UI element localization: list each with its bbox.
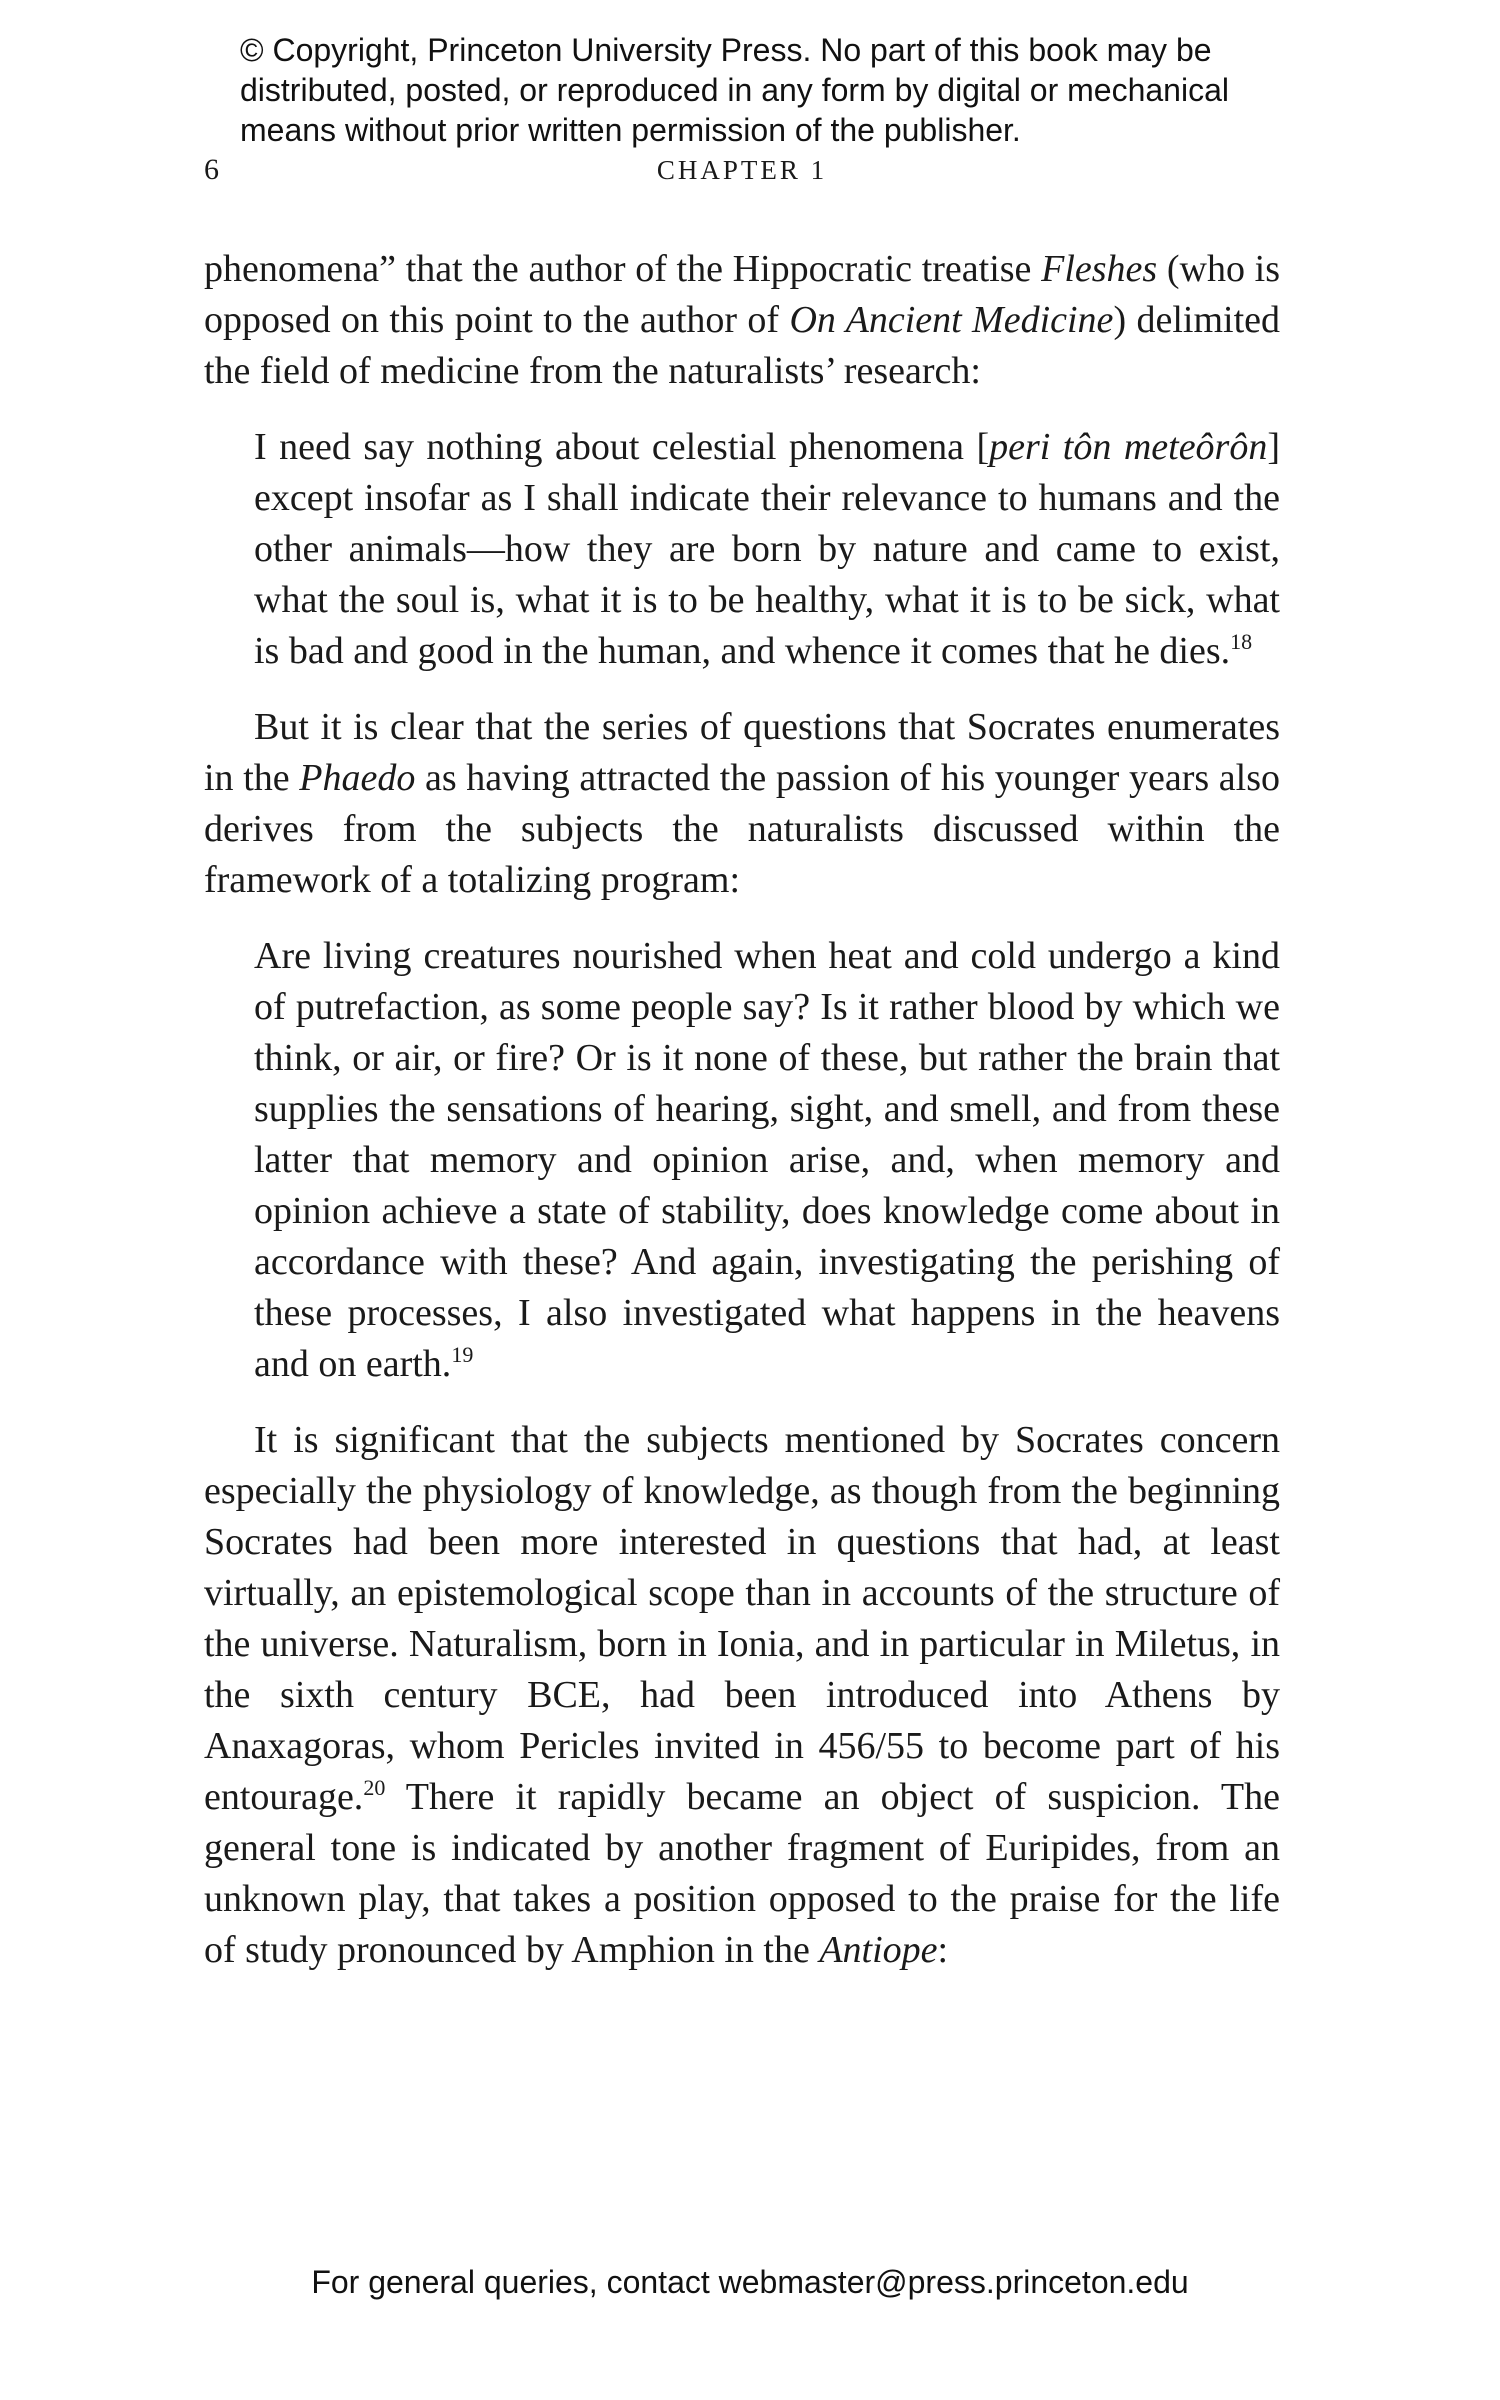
copyright-line: © Copyright, Princeton University Press. No part of this book may be (240, 32, 1212, 68)
text-run: phenomena” that the author of the Hippocratic treatise (204, 248, 1042, 290)
paragraph-2 (204, 702, 1280, 906)
page-body (204, 244, 1280, 1976)
paragraph-3 (204, 1415, 1280, 1976)
page-number: 6 (204, 153, 219, 186)
quote-text (254, 931, 1280, 1390)
block-quote-2 (254, 931, 1280, 1390)
copyright-notice (240, 30, 1340, 150)
footnote-ref: 20 (363, 1775, 386, 1800)
chapter-label: CHAPTER 1 (656, 155, 828, 185)
text-run: (who is opposed on this point to the author of (204, 248, 1280, 341)
block-quote-1 (254, 422, 1280, 677)
work-title: Antiope (819, 1929, 938, 1971)
running-head (204, 150, 1280, 190)
work-title: On Ancient Medicine (789, 299, 1114, 341)
footer-contact: For general queries, contact webmaster@press.princeton.edu (311, 2264, 1189, 2300)
work-title: Phaedo (299, 757, 416, 799)
paragraph-1 (204, 244, 1280, 397)
footnote-ref: 19 (451, 1342, 474, 1367)
text-run: ) delimited the field of medicine from the naturalists’ research: (204, 299, 1280, 392)
greek-term: peri tôn meteôrôn (989, 426, 1268, 468)
text-run: But it is clear that the series of questions that Socrates enumerates in the (204, 706, 1280, 799)
copyright-line: means without prior written permission of the publisher. (240, 112, 1021, 148)
text-run: It is significant that the subjects mentioned by Socrates concern especially the physiology of knowledge, as though from the beginning Socrates had been more interested in questions that had, at least virtually, an epistemological scope than in accounts of the structure of the universe. Naturalism, born in Ionia, and in particular in Miletus, in the sixth century BCE, had been introduced into Athens by Anaxagoras, whom Pericles invited in 456/55 to become part of his entourage. (204, 1419, 1280, 1818)
text-run: as having attracted the passion of his younger years also derives from the subjects the naturalists discussed within the framework of a totalizing program: (204, 757, 1281, 901)
quote-text (254, 422, 1280, 677)
copyright-line: distributed, posted, or reproduced in any form by digital or mechanical (240, 72, 1229, 108)
text-run: : (937, 1929, 949, 1971)
text-run: There it rapidly became an object of suspicion. The general tone is indicated by another fragment of Euripides, from an unknown play, that takes a position opposed to the praise for the life of study pronounced by Amphion in the (204, 1776, 1280, 1971)
footnote-ref: 18 (1230, 629, 1253, 654)
text-run: Are living creatures nourished when heat and cold undergo a kind of putrefaction, as some people say? Is it rather blood by which we think, or air, or fire? Or is it none of these, but rather the brain that supplies the sensations of hearing, sight, and smell, and from these latter that memory and opinion arise, and, when memory and opinion achieve a state of stability, does knowledge come about in accordance with these? And again, investigating the perishing of these processes, I also investigated what happens in the heavens and on earth. (254, 935, 1280, 1385)
work-title: Fleshes (1041, 248, 1158, 290)
text-run: I need say nothing about celestial phenomena [ (254, 426, 990, 468)
text-run: ] except insofar as I shall indicate their relevance to humans and the other animals—how they are born by nature and came to exist, what the soul is, what it is to be healthy, what it is to be sick, what is bad and good in the human, and whence it comes that he dies. (254, 426, 1280, 672)
